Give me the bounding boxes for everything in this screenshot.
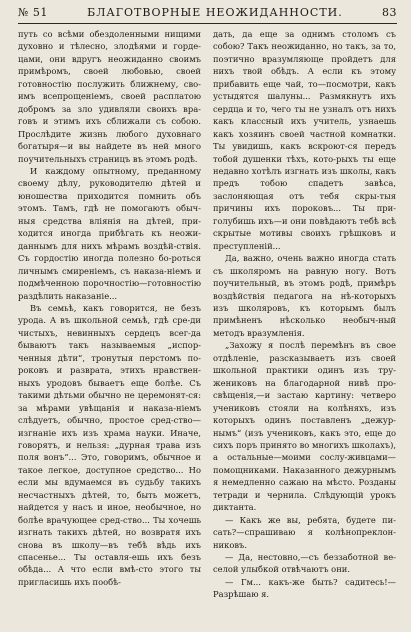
right-column [213,28,396,601]
paragraph: — Какъ же вы, ребята, будете пи-сать?—спрашиваю я колѣнопреклон-никовъ. [213,514,396,550]
paragraph: — Да, нестовно,—съ беззаботной ве-селой улыбкой отвѣчаютъ они. [213,552,396,575]
paragraph: — Гм... какъ-же быть? садитесь!—Разрѣшаю я. [213,576,396,600]
paragraph: путь со всѣми обездоленными нищими духовно и тѣлесно, злодѣями и горде-цами, они вдругъ неожиданно своимъ примѣромъ, своей любовью, своей готовностію послужить ближнему, сво-имъ всепрощеніемъ, своей расплатою добромъ за зло удивляли своихъ вра-говъ и этимъ ихъ сближали съ собою. Прослѣдите жизнь любого духовнаго богатыря—и вы найдете въ ней много поучительныхъ страницъ въ этомъ родѣ. [18,29,201,164]
paragraph: Да, важно, очень важно иногда стать съ школяромъ на равную ногу. Вотъ поучительный, въ этомъ родѣ, примѣръ воздѣйствія педагога на нѣ-которыхъ изъ школяровъ, къ которымъ былъ примѣненъ нѣсколько необыч-ный методъ вразумленія. [213,253,396,338]
left-column [18,28,201,601]
paragraph: дать, да еще за однимъ столомъ съ собою? Такъ неожиданно, но такъ, за то, поэтично вразумляюще пройдетъ для нихъ твой обѣдъ. А если къ этому прибавить еще чай, то—посмотри, какъ устыдятся шалуны... Размякнутъ ихъ сердца и то, чего ты не узналъ отъ нихъ какъ классный ихъ учитель, узнаешь какъ хозяинъ своей частной комнатки. Ты увидишь, какъ вскроют-ся передъ тобой душенки тѣхъ, кото-рыхъ ты еще недавно хотѣлъ изгнать изъ школы, какъ предъ тобою спадетъ завѣса, заслоняющая отъ тебя скры-тыя причины ихъ пороковъ... Ты при-голубишь ихъ—и они повѣдаютъ тебѣ всѣ скрытые мотивы своихъ грѣшковъ и преступленій... [213,29,396,251]
page-number: 83 [382,6,397,19]
paragraph: И каждому опытному, преданному своему дѣлу, руководителю дѣтей и юношества приходится помнить объ этомъ. Тамъ, гдѣ не помогаютъ обыч-ныя средства вліянія на дѣтей, при-ходится иногда прибѣгать къ неожи-даннымъ для нихъ мѣрамъ воздѣй-ствія. Съ гордостію иногда полезно бо-роться личнымъ смиреніемъ, съ наказа-ніемъ и подмѣченною порочностію—готовностію раздѣлить наказаніе... [18,165,201,301]
text-columns [18,28,397,601]
issue-number: № 51 [18,6,48,19]
running-title: БЛАГОТВОРНЫЕ НЕОЖИДАННОСТИ. [87,6,343,19]
header-rule [18,23,397,24]
paragraph: „Захожу я послѣ перемѣнъ въ свое отдѣленіе, разсказываетъ изъ своей школьной практики одинъ изъ тру-жениковъ на благодарной нивѣ про-свѣщенія,—и застаю картину: четверо учениковъ стояли на колѣняхъ, изъ которыхъ одинъ поставленъ „дежур-нымъ“ (изъ учениковъ, какъ это, еще до сихъ поръ принято во многихъ школахъ), а остальные—моими соcлу-живцами—помощниками. Наказанного дежурнымъ я немедленно сажаю на мѣсто. Розданы тетради и чернила. Слѣдующій урокъ диктанта. [213,340,396,513]
running-header [18,6,397,21]
paragraph: Въ семьѣ, какъ говорится, не безъ урода. А въ школьной семьѣ, гдѣ сре-ди чистыхъ, невинныхъ сердецъ всег-да бываютъ такъ называемыя „испор-ченныя дѣти“, тронутыя перстомъ по-роковъ и разврата, этихъ нравствен-ныхъ уродовъ бываетъ еще болѣе. Съ такими дѣтьми обычно не церемонят-ся: за мѣрами увѣщанія и наказа-ніемъ слѣдуетъ, обычно, простое сред-ство—изгнаніе ихъ изъ храма науки. Иначе, говорятъ, и нельзя: „дурная трава изъ поля вонъ“... Это, говоримъ, обычное и такое легкое, доступное средство... Но если мы вдумаемся въ судьбу такихъ несчастныхъ дѣтей, то, быть можетъ, найдется у насъ и иное, необычное, но болѣе врачующее сред-ство... Ты хочешь изгнать такихъ дѣтей, но возвратя ихъ снова въ школу—въ тебѣ вѣдь ихъ спасенье... Ты оставля-ешь ихъ безъ обѣда... А что если вмѣ-сто этого ты пригласишь ихъ пообѣ- [18,302,201,587]
